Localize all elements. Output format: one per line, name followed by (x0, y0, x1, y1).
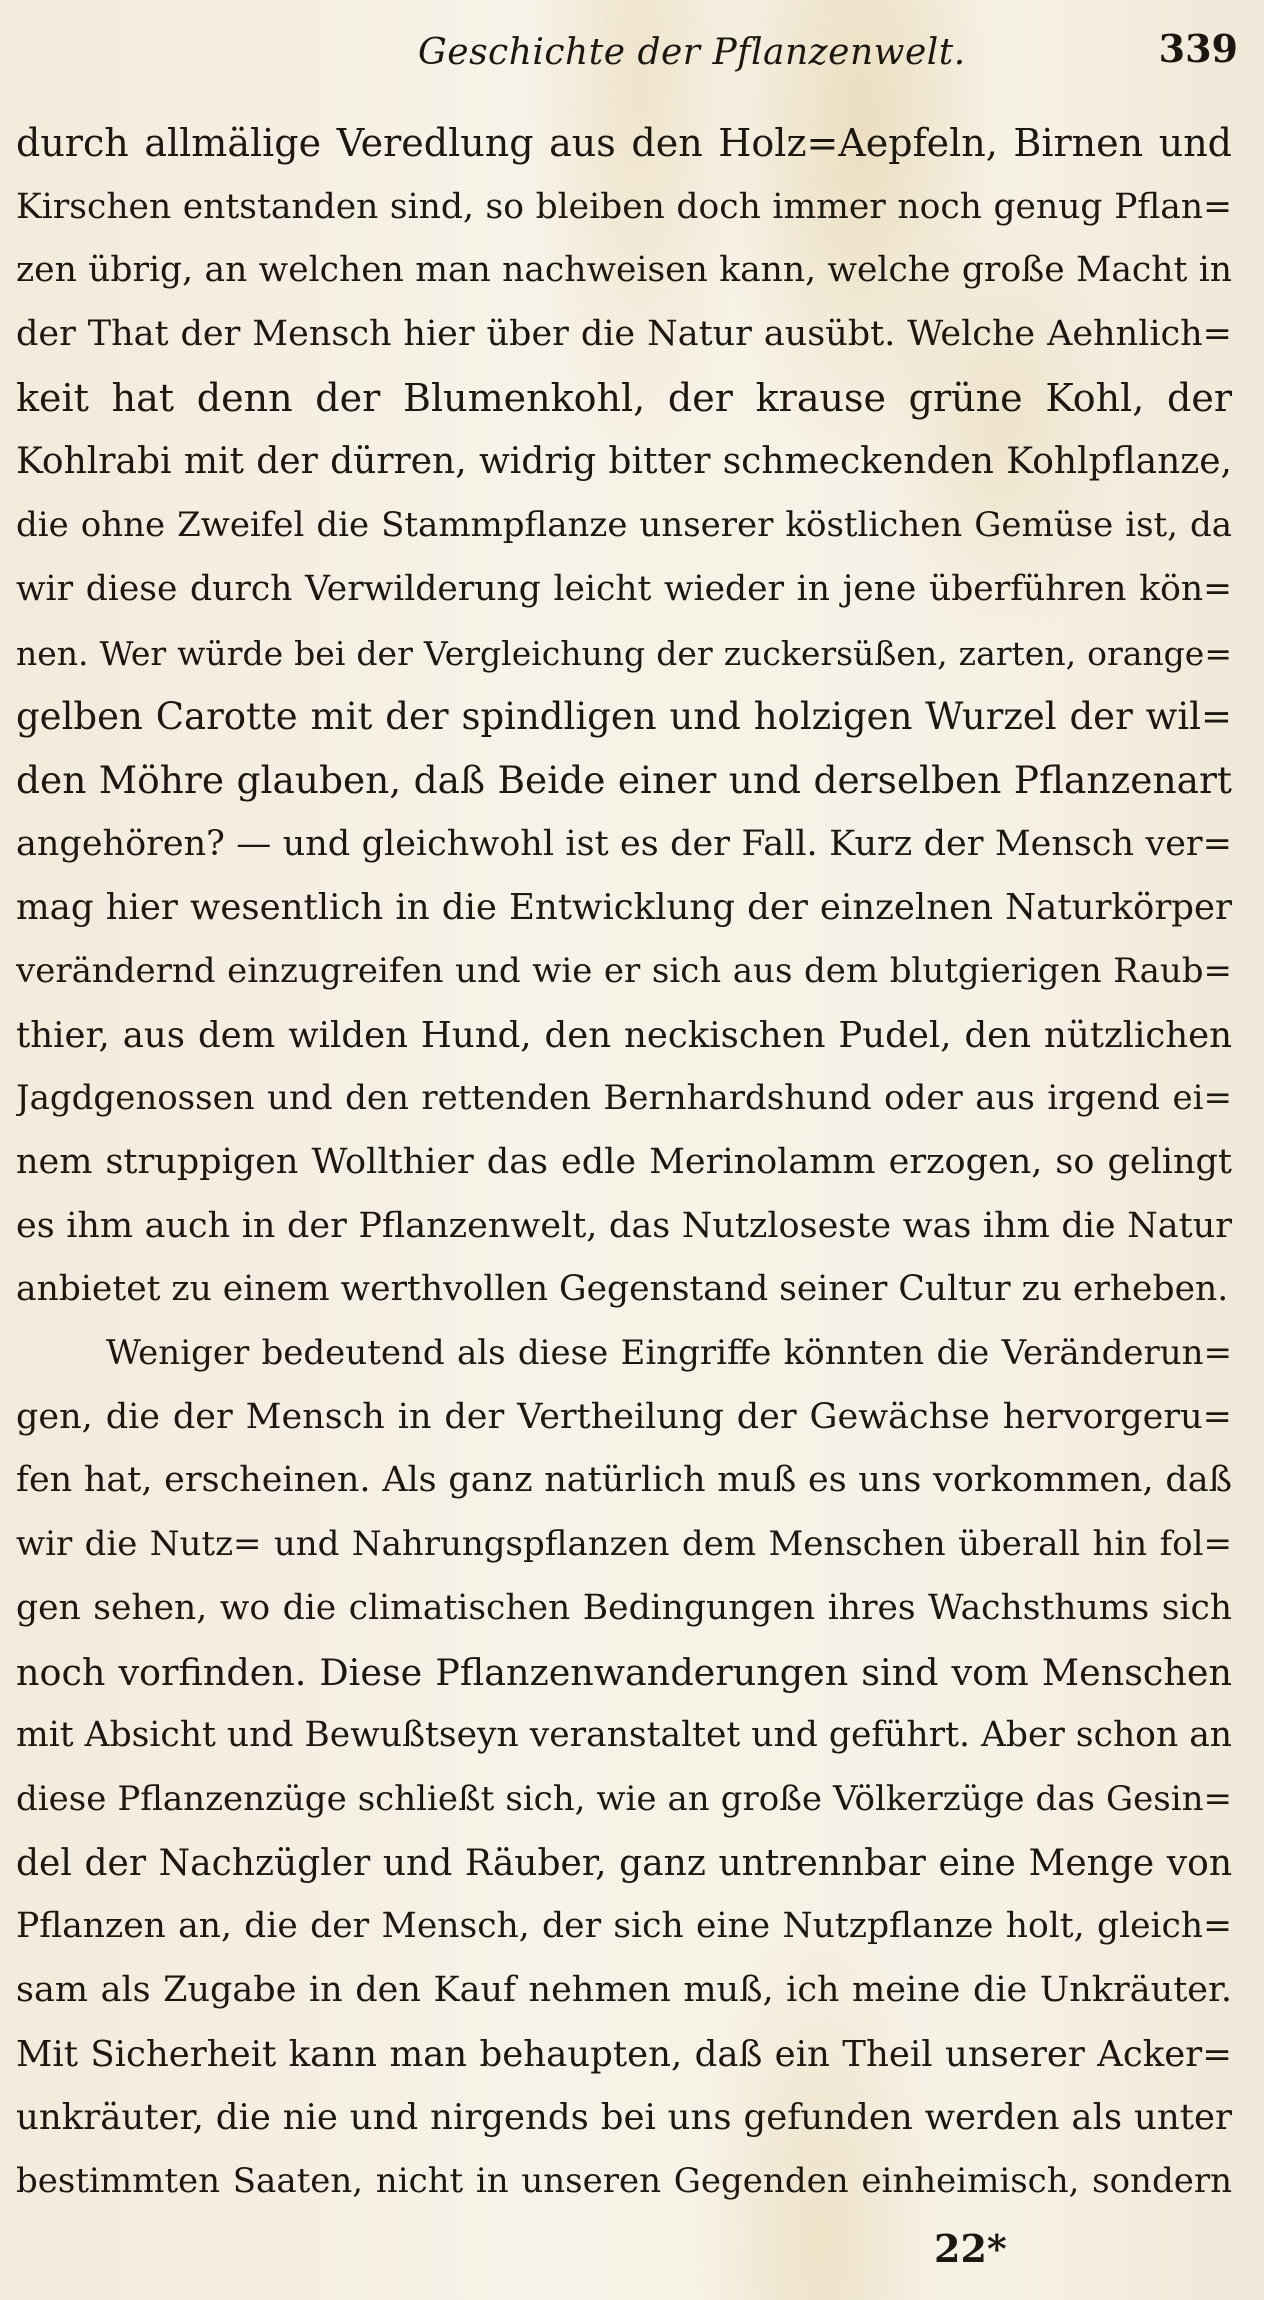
text-line: diese Pflanzenzüge schließt sich, wie an große Völkerzüge das Gesin= (16, 1778, 1232, 1819)
text-line: wir diese durch Verwilderung leicht wieder in jene überführen kön= (16, 568, 1232, 609)
text-line: durch allmälige Veredlung aus den Holz=Aepfeln, Birnen und (16, 121, 1232, 165)
text-line: gelben Carotte mit der spindligen und holzigen Wurzel der wil= (16, 695, 1232, 739)
text-line: Pflanzen an, die der Mensch, der sich eine Nutzpflanze holt, gleich= (16, 1906, 1232, 1947)
text-line: nen. Wer würde bei der Vergleichung der zuckersüßen, zarten, orange= (16, 633, 1232, 673)
text-line: den Möhre glauben, daß Beide einer und derselben Pflanzenart (16, 757, 1232, 802)
text-line: keit hat denn der Blumenkohl, der krause grüne Kohl, der (16, 375, 1232, 420)
text-line: mag hier wesentlich in die Entwicklung der einzelnen Naturkörper (16, 887, 1232, 929)
text-line: Kirschen entstanden sind, so bleiben doch immer noch genug Pflan= (16, 186, 1232, 227)
running-head: Geschichte der Pflanzenwelt. (418, 32, 966, 73)
text-line: Weniger bedeutend als diese Eingriffe könnten die Veränderun= (106, 1333, 1232, 1374)
signature-mark: 22* (934, 2226, 1007, 2271)
text-line: gen, die der Mensch in der Vertheilung der Gewächse hervorgeru= (16, 1396, 1232, 1437)
text-line: Kohlrabi mit der dürren, widrig bitter schmeckenden Kohlpflanze, (16, 441, 1232, 483)
body-text (16, 112, 1232, 2214)
text-line: gen sehen, wo die climatischen Bedingungen ihres Wachsthums sich (16, 1587, 1232, 1628)
text-line: del der Nachzügler und Räuber, ganz untrennbar eine Menge von (16, 1842, 1232, 1884)
text-line: noch vorfinden. Diese Pflanzenwanderungen sind vom Menschen (16, 1650, 1232, 1694)
page-number: 339 (1158, 26, 1238, 71)
text-line: wir die Nutz= und Nahrungspflanzen dem Menschen überall hin fol= (16, 1524, 1232, 1565)
text-line: thier, aus dem wilden Hund, den neckischen Pudel, den nützlichen (16, 1014, 1232, 1056)
text-line: bestimmten Saaten, nicht in unseren Gegenden einheimisch, sondern (16, 2161, 1232, 2201)
text-line: angehören? — und gleichwohl ist es der Fall. Kurz der Mensch ver= (16, 823, 1232, 864)
text-line: der That der Mensch hier über die Natur ausübt. Welche Aehnlich= (16, 314, 1232, 355)
text-line: nem struppigen Wollthier das edle Merinolamm erzogen, so gelingt (16, 1142, 1232, 1182)
text-line: verändernd einzugreifen und wie er sich aus dem blutgierigen Raub= (16, 950, 1232, 991)
text-line: zen übrig, an welchen man nachweisen kann, welche große Macht in (16, 250, 1232, 291)
text-line: Jagdgenossen und den rettenden Bernhardshund oder aus irgend ei= (16, 1078, 1232, 1119)
text-line: Mit Sicherheit kann man behaupten, daß ein Theil unserer Acker= (16, 2033, 1232, 2075)
page-header (0, 26, 1264, 86)
text-line: unkräuter, die nie und nirgends bei uns gefunden werden als unter (16, 2097, 1232, 2139)
text-line: sam als Zugabe in den Kauf nehmen muß, ich meine die Unkräuter. (16, 1969, 1232, 2010)
text-line: es ihm auch in der Pflanzenwelt, das Nutzloseste was ihm die Natur (16, 1205, 1232, 1246)
text-line: mit Absicht und Bewußtseyn veranstaltet und geführt. Aber schon an (16, 1715, 1232, 1756)
text-line: fen hat, erscheinen. Als ganz natürlich muß es uns vorkommen, daß (16, 1460, 1232, 1501)
text-line: anbietet zu einem werthvollen Gegenstand seiner Cultur zu erheben. (16, 1269, 1229, 1310)
text-line: die ohne Zweifel die Stammpflanze unserer köstlichen Gemüse ist, da (16, 505, 1232, 546)
